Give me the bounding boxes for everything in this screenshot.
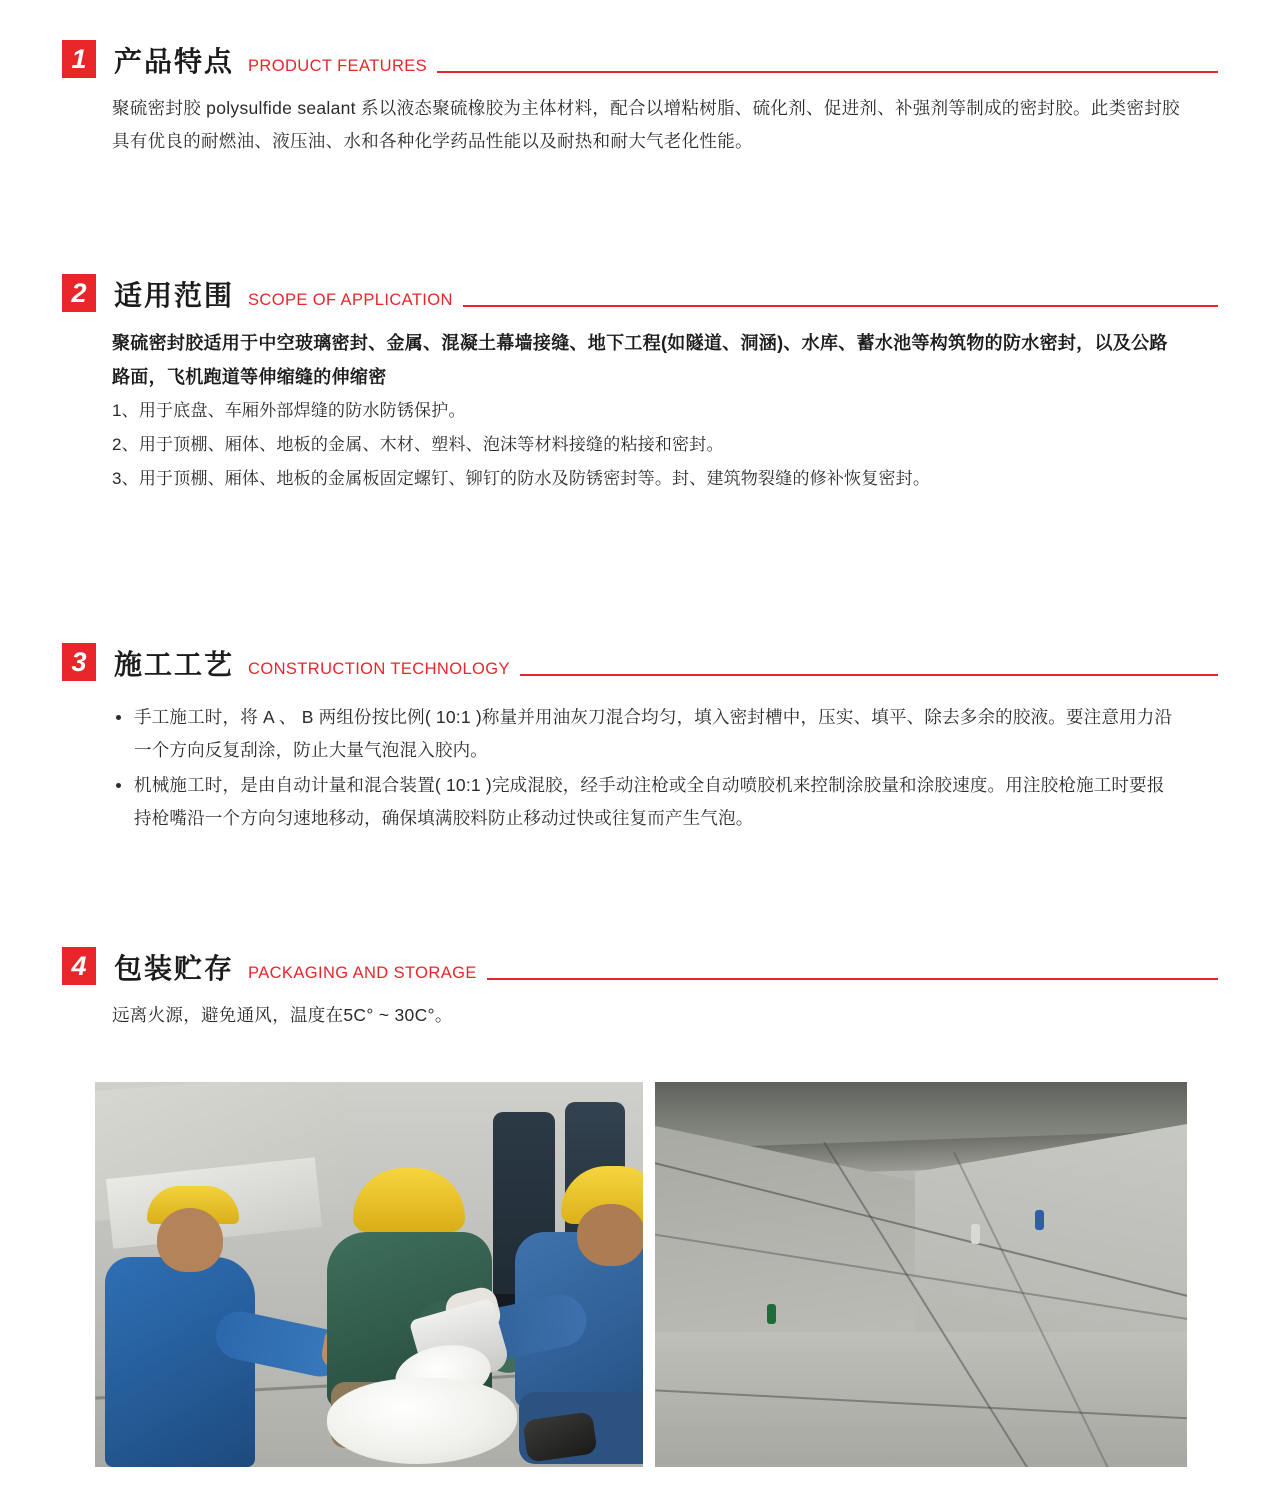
worker-left-body <box>105 1257 255 1467</box>
worker-figure <box>1035 1210 1044 1230</box>
section-title-cn: 包装贮存 <box>114 953 235 984</box>
worker-right-head <box>577 1204 643 1266</box>
worker-left-head <box>157 1208 223 1272</box>
header-rule <box>437 71 1218 73</box>
scope-lead-paragraph: 聚硫密封胶适用于中空玻璃密封、金属、混凝土幕墙接缝、地下工程(如隧道、洞涵)、水库、蓄水池等构筑物的防水密封，以及公路路面，飞机跑道等伸缩缝的伸缩密 <box>112 333 1168 387</box>
section-packaging-and-storage <box>0 941 1280 1032</box>
scope-item-2: 2、用于顶棚、厢体、地板的金属、木材、塑料、泡沫等材料接缝的粘接和密封。 <box>112 435 724 454</box>
section-scope-of-application <box>0 268 1280 496</box>
section-title-cn: 施工工艺 <box>114 649 235 680</box>
section-header <box>0 268 1280 312</box>
section-title-cn: 产品特点 <box>114 46 235 77</box>
section-header <box>0 637 1280 681</box>
construction-bullet-2: 机械施工时，是由自动计量和混合装置( 10:1 )完成混胶，经手动注枪或全自动喷胶机来控制涂胶量和涂胶速度。用注胶枪施工时要报持枪嘴沿一个方向匀速地移动，确保填满胶料防止移动过快或往复而产生气泡。 <box>112 769 1180 835</box>
section-header <box>0 34 1280 78</box>
section-title-cn: 适用范围 <box>114 280 235 311</box>
section-construction-technology <box>0 637 1280 837</box>
section-body <box>0 92 1280 158</box>
section-body <box>0 701 1280 835</box>
paragraph: 聚硫密封胶 polysulfide sealant 系以液态聚硫橡胶为主体材料，配合以增粘树脂、硫化剂、促进剂、补强剂等制成的密封胶。此类密封胶具有优良的耐燃油、液压油、水和各种化学药品性能以及耐热和耐大气老化性能。 <box>112 98 1180 151</box>
header-rule <box>520 674 1218 676</box>
section-number-badge: 2 <box>62 274 96 312</box>
worker-figure <box>767 1304 776 1324</box>
section-title-en: CONSTRUCTION TECHNOLOGY <box>248 659 510 678</box>
paragraph: 远离火源，避免通风，温度在5C° ~ 30C°。 <box>112 1005 453 1025</box>
section-body <box>0 999 1280 1032</box>
section-title-en: SCOPE OF APPLICATION <box>248 290 453 309</box>
concrete-panel <box>655 1332 1187 1467</box>
section-number-badge: 3 <box>62 643 96 681</box>
header-rule <box>463 305 1218 307</box>
section-header <box>0 941 1280 985</box>
header-rule <box>487 978 1218 980</box>
section-title-en: PRODUCT FEATURES <box>248 56 428 75</box>
photo-gallery <box>95 1082 1187 1467</box>
worker-figure <box>971 1224 980 1244</box>
construction-bullet-1: 手工施工时，将 A 、 B 两组份按比例( 10:1 )称量并用油灰刀混合均匀，填入密封槽中，压实、填平、除去多余的胶液。要注意用力沿一个方向反复刮涂，防止大量气泡混入胶内。 <box>112 701 1180 767</box>
section-title-en: PACKAGING AND STORAGE <box>248 963 477 982</box>
section-number-badge: 4 <box>62 947 96 985</box>
section-product-features <box>0 34 1280 158</box>
workers-mixing-sealant-photo <box>95 1082 643 1467</box>
scope-item-3: 3、用于顶棚、厢体、地板的金属板固定螺钉、铆钉的防水及防锈密封等。封、建筑物裂缝的修补恢复密封。 <box>112 469 931 488</box>
concrete-dam-slope-photo <box>655 1082 1187 1467</box>
section-number-badge: 1 <box>62 40 96 78</box>
scope-item-1: 1、用于底盘、车厢外部焊缝的防水防锈保护。 <box>112 401 466 420</box>
section-body <box>0 326 1280 496</box>
